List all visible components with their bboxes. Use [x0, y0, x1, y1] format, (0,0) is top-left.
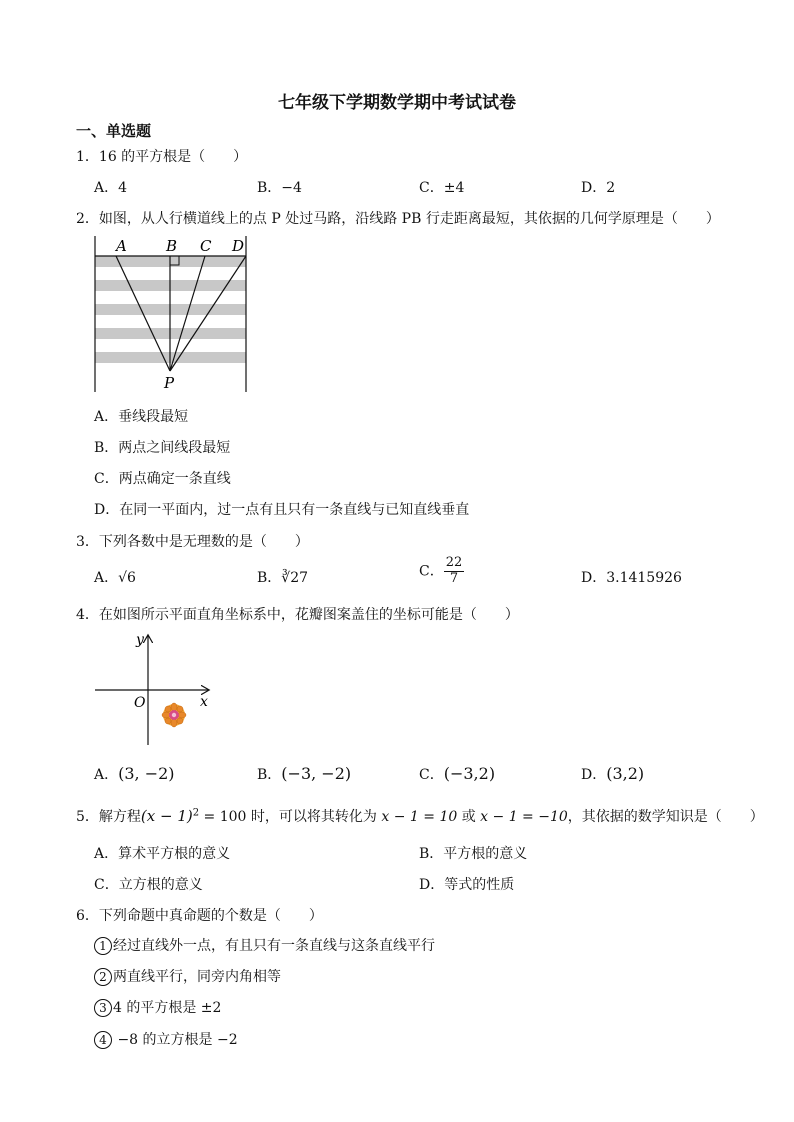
- option-a-prefix: A．: [94, 570, 119, 586]
- coordinate-neg3-neg2: (−3, −2): [281, 764, 352, 783]
- point-b-label: B: [166, 237, 178, 255]
- question-5-stem-part-1: 5．解方程: [76, 809, 141, 825]
- statement-text: 两直线平行，同旁内角相等: [113, 969, 281, 985]
- option-b-prefix: B．: [257, 767, 282, 783]
- point-a-label: A: [116, 237, 127, 255]
- question-2-option-b: B．两点之间线段最短: [94, 440, 231, 456]
- question-5-stem: [76, 806, 764, 826]
- question-5-option-a: A．算术平方根的意义: [94, 846, 231, 862]
- point-c-label: C: [200, 237, 212, 255]
- circled-number: 4: [94, 1031, 112, 1049]
- question-6-statement-1: [94, 935, 435, 955]
- question-3-option-a: [94, 567, 136, 587]
- question-5-option-d: D．等式的性质: [419, 877, 515, 893]
- point-d-label: D: [232, 237, 245, 255]
- question-4-option-a: [94, 764, 175, 784]
- fraction-numerator: 22: [445, 555, 463, 570]
- question-5-stem-part-2: = 100 时，可以将其转化为: [199, 809, 382, 825]
- question-3-option-d: D．3.1415926: [581, 570, 682, 586]
- circled-number: 2: [94, 968, 112, 986]
- question-2-option-d: D．在同一平面内，过一点有且只有一条直线与已知直线垂直: [94, 502, 470, 518]
- point-p-label: P: [164, 374, 175, 392]
- equation-case-2: x − 1 = −10: [480, 809, 568, 825]
- fraction-22-over-7: [444, 556, 465, 587]
- question-1-option-d: D．2: [581, 180, 616, 196]
- question-1-stem: 1．16 的平方根是（ ）: [76, 149, 248, 165]
- statement-text: 4 的平方根是 ±2: [113, 1000, 222, 1016]
- question-1-option-b: B．−4: [257, 180, 302, 196]
- circled-number: 1: [94, 937, 112, 955]
- question-4-stem: 4．在如图所示平面直角坐标系中，花瓣图案盖住的坐标可能是（ ）: [76, 607, 519, 623]
- cube-root-27-expression: ∛27: [281, 570, 309, 586]
- question-1-option-a: A．4: [94, 180, 128, 196]
- question-5-option-b: B．平方根的意义: [419, 846, 528, 862]
- question-2-option-a: A．垂线段最短: [94, 409, 189, 425]
- question-6-statement-4: [94, 1029, 238, 1049]
- question-5-stem-part-4: ，其依据的数学知识是（ ）: [567, 809, 764, 825]
- coordinate-plane-figure: [90, 630, 220, 750]
- question-3-option-c: [419, 556, 464, 587]
- flower-icon: [162, 703, 186, 727]
- question-2-option-c: C．两点确定一条直线: [94, 471, 231, 487]
- option-b-prefix: B．: [257, 570, 282, 586]
- crosswalk-figure: [90, 234, 252, 394]
- y-axis-label: y: [136, 632, 144, 648]
- statement-text: 经过直线外一点，有且只有一条直线与这条直线平行: [113, 938, 435, 954]
- equation-exponent: 2: [192, 807, 200, 819]
- question-3-option-b: [257, 567, 308, 587]
- coordinate-neg3-2: (−3,2): [443, 764, 496, 783]
- question-6-statement-2: [94, 966, 281, 986]
- option-d-prefix: D．: [581, 767, 607, 783]
- option-a-prefix: A．: [94, 767, 119, 783]
- question-4-option-c: [419, 764, 495, 784]
- question-6-statement-3: [94, 997, 221, 1017]
- option-c-prefix: C．: [419, 563, 444, 580]
- coordinate-3-2: (3,2): [606, 764, 645, 783]
- question-5-option-c: C．立方根的意义: [94, 877, 203, 893]
- statement-text: −8 的立方根是 −2: [113, 1032, 238, 1048]
- question-1-option-c: C．±4: [419, 180, 465, 196]
- page-title: 七年级下学期数学期中考试试卷: [278, 93, 516, 113]
- x-axis-label: x: [200, 694, 208, 710]
- question-4-option-d: [581, 764, 644, 784]
- question-4-option-b: [257, 764, 351, 784]
- equation-case-1: x − 1 = 10: [381, 809, 458, 825]
- section-heading: 一、单选题: [76, 122, 152, 140]
- coordinate-3-neg2: (3, −2): [118, 764, 175, 783]
- question-3-stem: 3．下列各数中是无理数的是（ ）: [76, 534, 309, 550]
- equation-lhs: (x − 1): [140, 807, 193, 825]
- origin-label: O: [134, 695, 146, 711]
- fraction-denominator: 7: [449, 570, 459, 586]
- question-2-stem: 2．如图，从人行横道线上的点 P 处过马路，沿线路 PB 行走距离最短，其依据的几何学原理是（ ）: [76, 211, 720, 227]
- sqrt-6-expression: √6: [118, 570, 136, 586]
- option-c-prefix: C．: [419, 767, 444, 783]
- circled-number: 3: [94, 999, 112, 1017]
- question-6-stem: 6．下列命题中真命题的个数是（ ）: [76, 908, 323, 924]
- question-5-stem-part-3: 或: [457, 809, 481, 825]
